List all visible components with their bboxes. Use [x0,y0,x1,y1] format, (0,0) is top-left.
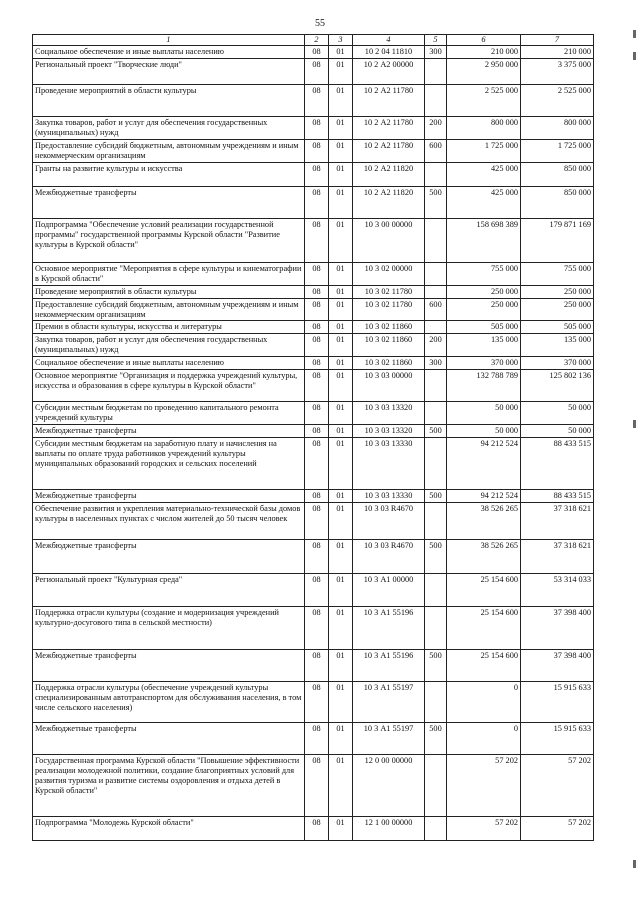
row-section: 08 [305,817,329,841]
col-header: 4 [353,35,425,46]
row-name: Межбюджетные трансферты [33,650,305,682]
row-expense-type [425,321,447,334]
row-amount-year1: 250 000 [447,298,521,321]
row-name: Межбюджетные трансферты [33,490,305,503]
row-subsection: 01 [329,298,353,321]
row-amount-year2: 210 000 [521,45,594,58]
table-row [33,438,594,490]
row-amount-year2: 37 318 621 [521,503,594,540]
row-section: 08 [305,370,329,402]
row-target-article: 10 2 А2 11780 [353,84,425,116]
row-name: Закупка товаров, работ и услуг для обеспечения государственных (муниципальных) нужд [33,334,305,357]
row-name: Основное мероприятие "Мероприятия в сфере культуры и кинематографии в Курской области" [33,262,305,285]
row-expense-type [425,574,447,607]
col-header: 2 [305,35,329,46]
row-target-article: 10 3 02 00000 [353,262,425,285]
table-row [33,334,594,357]
row-expense-type [425,402,447,425]
table-row [33,607,594,650]
row-amount-year2: 37 398 400 [521,607,594,650]
row-expense-type [425,607,447,650]
row-section: 08 [305,162,329,186]
row-section: 08 [305,262,329,285]
header-row [33,35,594,46]
row-amount-year1: 800 000 [447,116,521,139]
row-section: 08 [305,186,329,218]
row-name: Межбюджетные трансферты [33,186,305,218]
row-amount-year2: 250 000 [521,298,594,321]
row-subsection: 01 [329,370,353,402]
row-target-article: 10 3 03 13330 [353,490,425,503]
row-expense-type: 500 [425,490,447,503]
row-target-article: 10 3 02 11780 [353,285,425,298]
row-target-article: 10 3 02 11860 [353,357,425,370]
row-section: 08 [305,402,329,425]
row-expense-type: 500 [425,650,447,682]
row-name: Межбюджетные трансферты [33,425,305,438]
row-target-article: 10 3 А1 55196 [353,650,425,682]
row-subsection: 01 [329,139,353,162]
row-amount-year2: 179 871 169 [521,218,594,262]
row-amount-year1: 38 526 265 [447,540,521,574]
table-row [33,490,594,503]
row-name: Региональный проект "Творческие люди" [33,58,305,84]
row-expense-type: 300 [425,45,447,58]
row-amount-year2: 850 000 [521,186,594,218]
row-amount-year2: 37 398 400 [521,650,594,682]
budget-table [32,34,594,841]
row-name: Закупка товаров, работ и услуг для обеспечения государственных (муниципальных) нужд [33,116,305,139]
row-amount-year1: 505 000 [447,321,521,334]
table-row [33,139,594,162]
row-subsection: 01 [329,425,353,438]
row-target-article: 10 2 А2 11820 [353,186,425,218]
row-amount-year2: 50 000 [521,425,594,438]
row-section: 08 [305,116,329,139]
row-amount-year2: 57 202 [521,817,594,841]
row-subsection: 01 [329,45,353,58]
row-amount-year1: 0 [447,723,521,755]
row-section: 08 [305,218,329,262]
row-target-article: 12 0 00 00000 [353,755,425,817]
row-section: 08 [305,574,329,607]
row-amount-year1: 425 000 [447,186,521,218]
row-name: Подпрограмма "Молодежь Курской области" [33,817,305,841]
row-name: Проведение мероприятий в области культуры [33,285,305,298]
row-name: Социальное обеспечение и иные выплаты населению [33,45,305,58]
row-amount-year1: 1 725 000 [447,139,521,162]
table-row [33,370,594,402]
row-amount-year2: 135 000 [521,334,594,357]
row-amount-year2: 37 318 621 [521,540,594,574]
row-target-article: 10 3 02 11780 [353,298,425,321]
row-expense-type [425,370,447,402]
row-amount-year1: 158 698 389 [447,218,521,262]
table-row [33,817,594,841]
table-row [33,285,594,298]
table-row [33,45,594,58]
row-section: 08 [305,503,329,540]
row-subsection: 01 [329,723,353,755]
row-target-article: 10 3 А1 55196 [353,607,425,650]
table-row [33,540,594,574]
row-target-article: 10 3 03 R4670 [353,540,425,574]
row-name: Поддержка отрасли культуры (создание и модернизация учреждений культурно-досугового типа в сельской местности) [33,607,305,650]
row-amount-year1: 25 154 600 [447,607,521,650]
row-amount-year2: 15 915 633 [521,723,594,755]
row-name: Предоставление субсидий бюджетным, автономным учреждениям и иным некоммерческим организациям [33,139,305,162]
row-amount-year2: 50 000 [521,402,594,425]
row-subsection: 01 [329,162,353,186]
row-amount-year2: 1 725 000 [521,139,594,162]
row-expense-type [425,438,447,490]
row-expense-type [425,218,447,262]
row-subsection: 01 [329,650,353,682]
row-amount-year2: 370 000 [521,357,594,370]
row-amount-year2: 3 375 000 [521,58,594,84]
row-expense-type: 500 [425,186,447,218]
row-subsection: 01 [329,682,353,723]
row-expense-type [425,58,447,84]
table-row [33,116,594,139]
row-section: 08 [305,357,329,370]
table-row [33,321,594,334]
row-amount-year1: 57 202 [447,755,521,817]
row-amount-year1: 94 212 524 [447,438,521,490]
table-row [33,262,594,285]
row-name: Поддержка отрасли культуры (обеспечение учреждений культуры специализированным автотранспортом для обслуживания населения, в том числе сельского населения) [33,682,305,723]
row-subsection: 01 [329,262,353,285]
row-subsection: 01 [329,540,353,574]
row-expense-type [425,285,447,298]
row-subsection: 01 [329,116,353,139]
row-section: 08 [305,321,329,334]
row-expense-type: 600 [425,139,447,162]
row-target-article: 10 2 А2 11780 [353,116,425,139]
row-amount-year1: 57 202 [447,817,521,841]
row-subsection: 01 [329,503,353,540]
row-expense-type: 300 [425,357,447,370]
row-name: Гранты на развитие культуры и искусства [33,162,305,186]
row-subsection: 01 [329,755,353,817]
row-amount-year1: 38 526 265 [447,503,521,540]
table-row [33,402,594,425]
row-expense-type: 600 [425,298,447,321]
row-section: 08 [305,285,329,298]
row-amount-year1: 210 000 [447,45,521,58]
row-target-article: 10 3 02 11860 [353,321,425,334]
row-name: Субсидии местным бюджетам на заработную плату и начисления на выплаты по оплате труда работников учреждений культуры муниципальных образований городских и сельских поселений [33,438,305,490]
row-subsection: 01 [329,574,353,607]
row-amount-year2: 250 000 [521,285,594,298]
row-amount-year1: 25 154 600 [447,650,521,682]
row-target-article: 10 3 03 00000 [353,370,425,402]
row-name: Межбюджетные трансферты [33,723,305,755]
row-target-article: 10 3 03 R4670 [353,503,425,540]
row-amount-year1: 0 [447,682,521,723]
row-name: Премии в области культуры, искусства и литературы [33,321,305,334]
row-amount-year2: 850 000 [521,162,594,186]
table-row [33,58,594,84]
row-amount-year1: 135 000 [447,334,521,357]
row-amount-year2: 125 802 136 [521,370,594,402]
table-row [33,357,594,370]
row-expense-type [425,262,447,285]
row-amount-year2: 755 000 [521,262,594,285]
row-subsection: 01 [329,490,353,503]
table-row [33,682,594,723]
row-amount-year1: 94 212 524 [447,490,521,503]
row-expense-type [425,682,447,723]
row-target-article: 10 3 03 13330 [353,438,425,490]
row-subsection: 01 [329,607,353,650]
row-name: Субсидии местным бюджетам по проведению капитального ремонта учреждений культуры [33,402,305,425]
row-section: 08 [305,298,329,321]
table-row [33,186,594,218]
row-section: 08 [305,45,329,58]
row-section: 08 [305,682,329,723]
row-target-article: 10 2 А2 00000 [353,58,425,84]
row-amount-year2: 53 314 033 [521,574,594,607]
table-row [33,503,594,540]
table-row [33,574,594,607]
row-subsection: 01 [329,285,353,298]
row-amount-year2: 800 000 [521,116,594,139]
row-target-article: 10 3 А1 55197 [353,682,425,723]
row-target-article: 12 1 00 00000 [353,817,425,841]
row-subsection: 01 [329,58,353,84]
row-amount-year1: 132 788 789 [447,370,521,402]
row-amount-year1: 50 000 [447,425,521,438]
row-target-article: 10 2 04 11810 [353,45,425,58]
row-section: 08 [305,139,329,162]
row-expense-type: 500 [425,723,447,755]
row-name: Региональный проект "Культурная среда" [33,574,305,607]
table-row [33,84,594,116]
row-amount-year2: 505 000 [521,321,594,334]
col-header: 7 [521,35,594,46]
table-row [33,425,594,438]
col-header: 5 [425,35,447,46]
row-subsection: 01 [329,334,353,357]
row-section: 08 [305,607,329,650]
row-amount-year1: 250 000 [447,285,521,298]
row-subsection: 01 [329,438,353,490]
row-section: 08 [305,58,329,84]
row-expense-type [425,503,447,540]
row-amount-year1: 755 000 [447,262,521,285]
scan-edge-marks [628,20,636,900]
row-target-article: 10 3 02 11860 [353,334,425,357]
row-amount-year1: 50 000 [447,402,521,425]
col-header: 3 [329,35,353,46]
row-expense-type: 500 [425,425,447,438]
row-expense-type: 200 [425,116,447,139]
row-amount-year1: 425 000 [447,162,521,186]
row-subsection: 01 [329,402,353,425]
row-expense-type [425,755,447,817]
table-row [33,723,594,755]
row-subsection: 01 [329,218,353,262]
row-amount-year1: 370 000 [447,357,521,370]
row-section: 08 [305,425,329,438]
row-target-article: 10 2 А2 11780 [353,139,425,162]
row-name: Социальное обеспечение и иные выплаты населению [33,357,305,370]
row-name: Основное мероприятие "Организация и поддержка учреждений культуры, искусства и образования в сфере культуры в Курской области" [33,370,305,402]
row-name: Проведение мероприятий в области культуры [33,84,305,116]
table-row [33,755,594,817]
row-section: 08 [305,540,329,574]
row-target-article: 10 3 А1 55197 [353,723,425,755]
row-name: Государственная программа Курской области "Повышение эффективности реализации молодежной политики, создание благоприятных условий для развития туризма и развитие системы оздоровления и отдыха детей в Курской области" [33,755,305,817]
table-row [33,650,594,682]
row-section: 08 [305,650,329,682]
table-row [33,218,594,262]
table-row [33,298,594,321]
page-number: 55 [315,18,325,29]
row-name: Подпрограмма "Обеспечение условий реализации государственной программы" государственной программы Курской области "Развитие культуры в Курской области" [33,218,305,262]
row-name: Предоставление субсидий бюджетным, автономным учреждениям и иным некоммерческим организациям [33,298,305,321]
row-target-article: 10 2 А2 11820 [353,162,425,186]
row-section: 08 [305,490,329,503]
row-amount-year2: 88 433 515 [521,490,594,503]
row-target-article: 10 3 03 13320 [353,402,425,425]
col-header: 1 [33,35,305,46]
row-section: 08 [305,723,329,755]
row-expense-type [425,162,447,186]
row-amount-year1: 25 154 600 [447,574,521,607]
row-target-article: 10 3 00 00000 [353,218,425,262]
row-expense-type [425,817,447,841]
row-name: Межбюджетные трансферты [33,540,305,574]
row-subsection: 01 [329,817,353,841]
row-target-article: 10 3 03 13320 [353,425,425,438]
row-name: Обеспечение развития и укрепления материально-технической базы домов культуры в населенных пунктах с числом жителей до 50 тысяч человек [33,503,305,540]
row-target-article: 10 3 А1 00000 [353,574,425,607]
row-section: 08 [305,755,329,817]
row-amount-year2: 15 915 633 [521,682,594,723]
col-header: 6 [447,35,521,46]
row-amount-year2: 2 525 000 [521,84,594,116]
row-expense-type: 200 [425,334,447,357]
row-amount-year1: 2 525 000 [447,84,521,116]
table-row [33,162,594,186]
row-section: 08 [305,84,329,116]
row-subsection: 01 [329,84,353,116]
row-expense-type: 500 [425,540,447,574]
row-amount-year2: 88 433 515 [521,438,594,490]
row-section: 08 [305,334,329,357]
row-subsection: 01 [329,321,353,334]
row-amount-year2: 57 202 [521,755,594,817]
row-amount-year1: 2 950 000 [447,58,521,84]
row-section: 08 [305,438,329,490]
row-subsection: 01 [329,357,353,370]
row-subsection: 01 [329,186,353,218]
row-expense-type [425,84,447,116]
